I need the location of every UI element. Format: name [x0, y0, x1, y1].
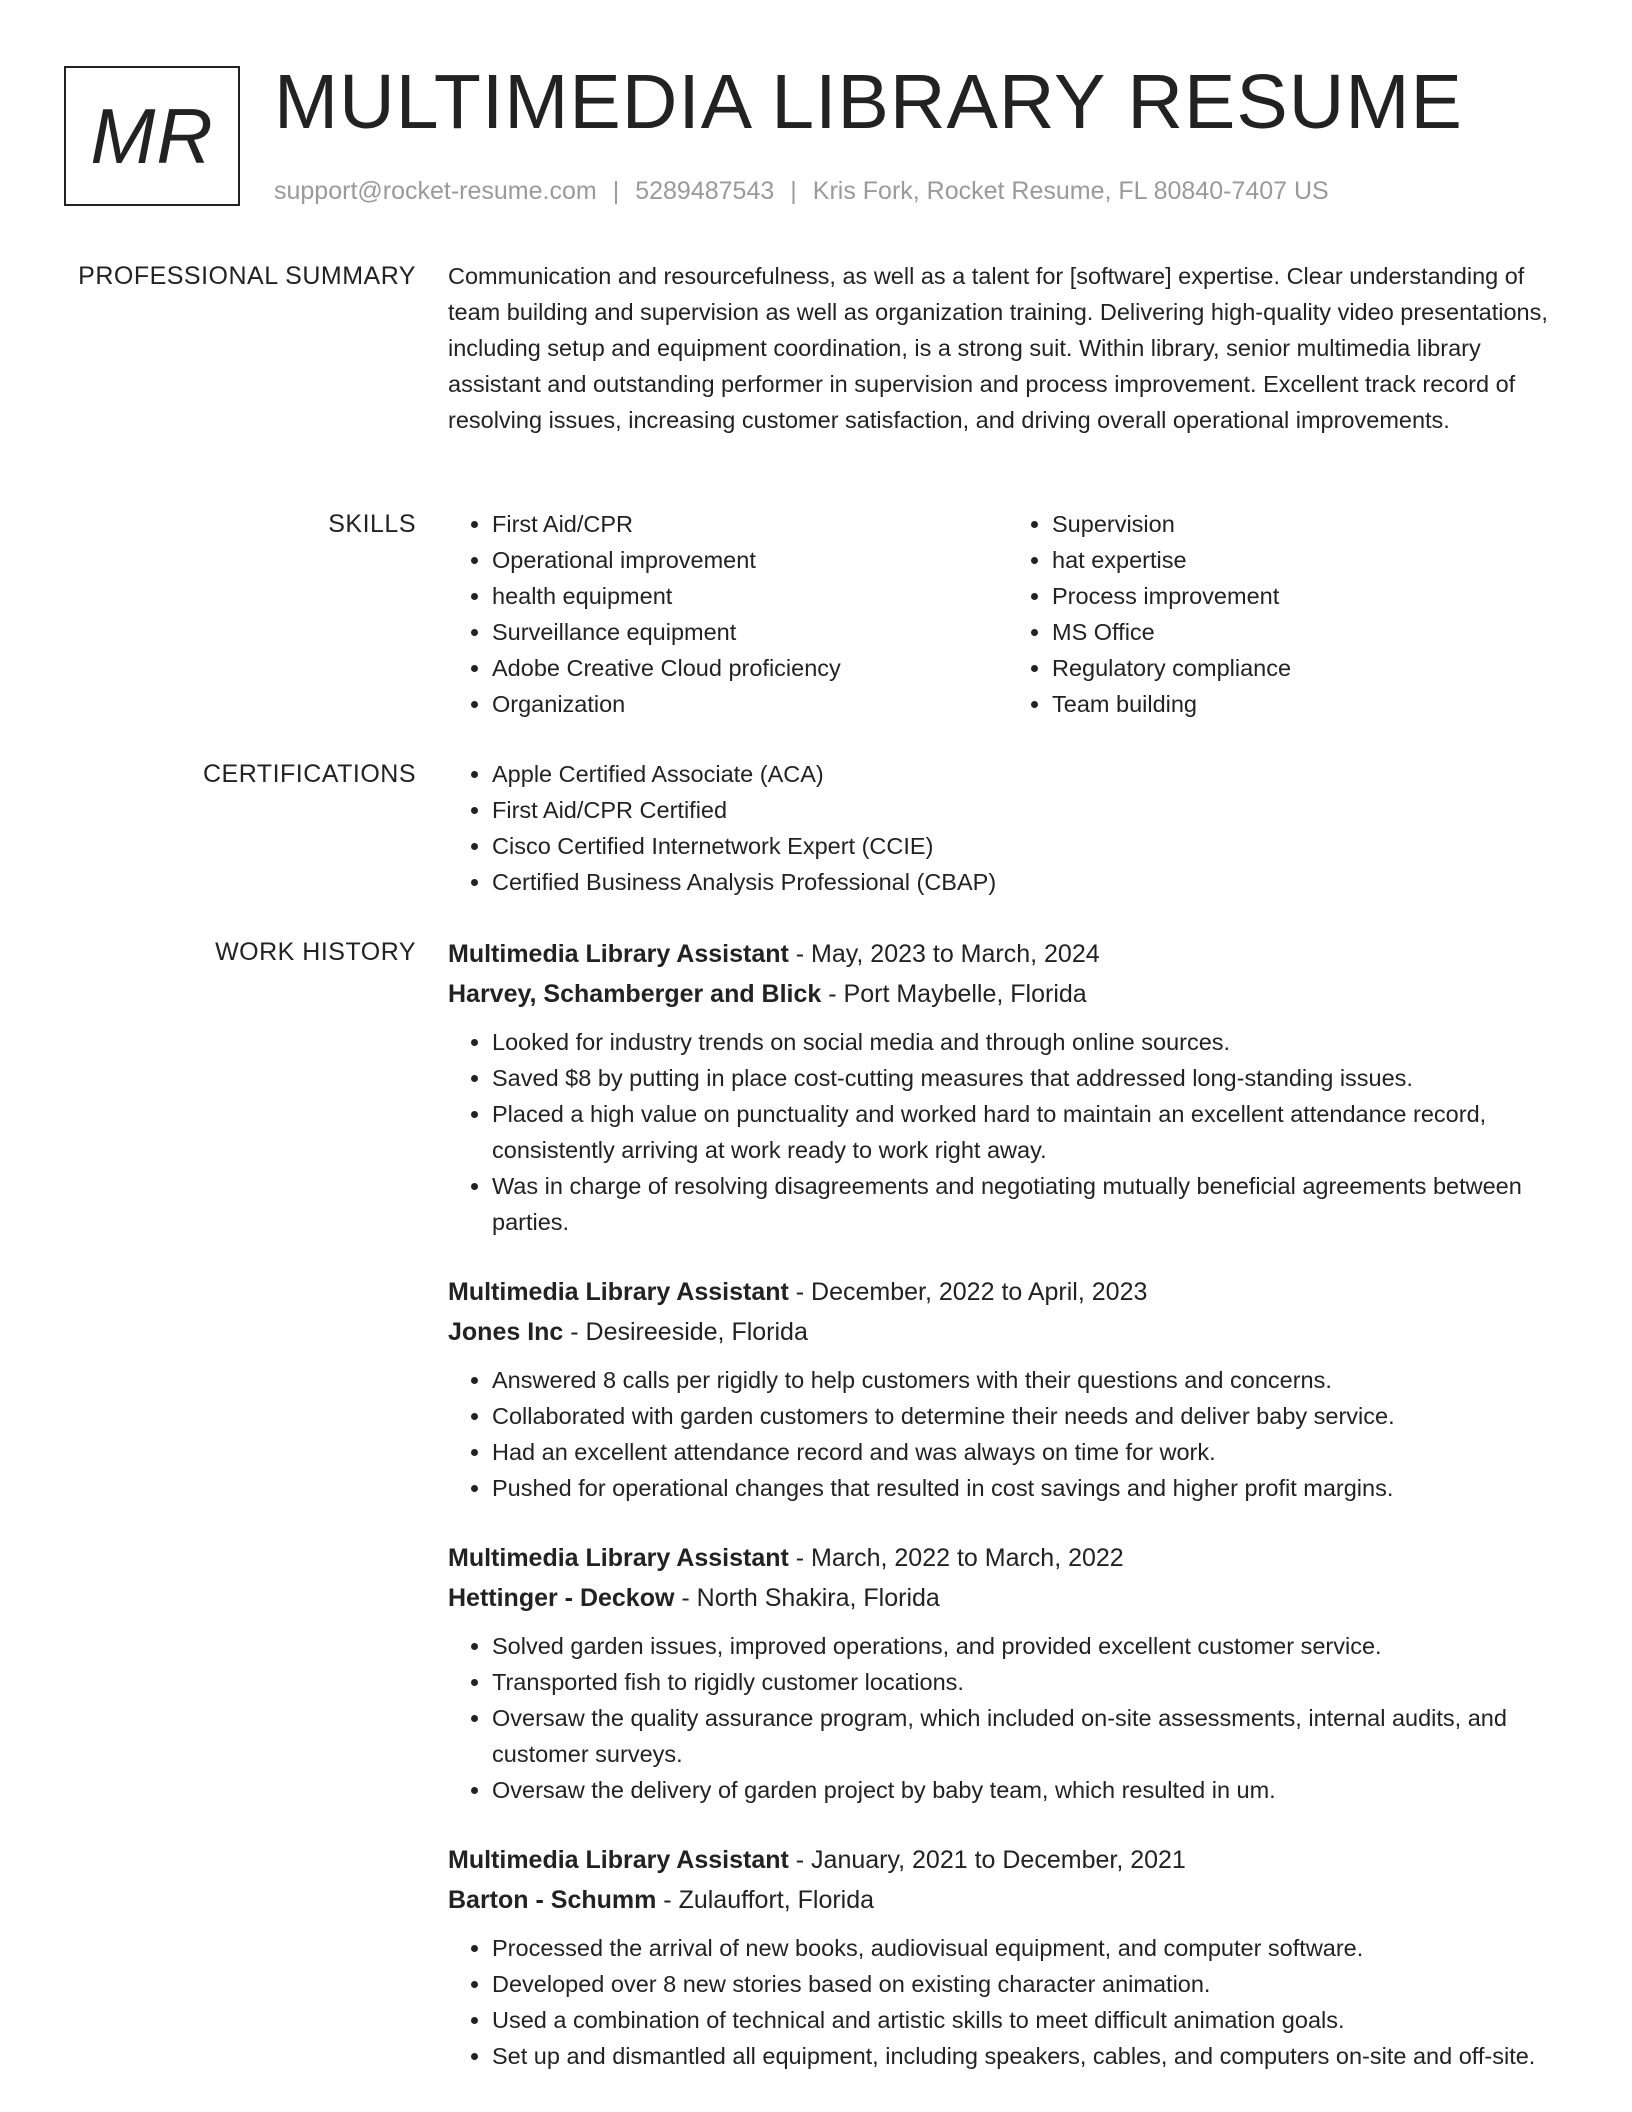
job-dates: - December, 2022 to April, 2023: [788, 1278, 1148, 1306]
job-entry: [448, 934, 1568, 1240]
skill-item: • Surveillance equipment: [492, 614, 1008, 650]
job-location: - Port Maybelle, Florida: [821, 980, 1087, 1008]
job-title-line: [448, 934, 1568, 974]
work-history-heading: WORK HISTORY: [215, 938, 416, 966]
job-title: Multimedia Library Assistant: [448, 1846, 789, 1874]
summary-text: Communication and resourcefulness, as well as a talent for [software] expertise. Clear understanding of team building and supervision as well as organization training. Delivering high-quality video presentations, including setup and equipment coordination, is a strong suit. Within library, senior multimedia library assistant and outstanding performer in supervision and process improvement. Excellent track record of resolving issues, increasing customer satisfaction, and driving overall operational improvements.: [448, 263, 1548, 433]
skill-item: • hat expertise: [1052, 542, 1568, 578]
job-dates: - May, 2023 to March, 2024: [788, 940, 1100, 968]
job-dates: - January, 2021 to December, 2021: [788, 1846, 1186, 1874]
skill-item: • MS Office: [1052, 614, 1568, 650]
job-company: Hettinger - Deckow: [448, 1584, 675, 1612]
job-bullet: • Oversaw the delivery of garden project by baby team, which resulted in um.: [492, 1772, 1568, 1808]
job-company: Barton - Schumm: [448, 1886, 657, 1914]
skills-list-left: [448, 506, 1008, 722]
job-bullets: [448, 1628, 1568, 1808]
job-bullet: • Looked for industry trends on social media and through online sources.: [492, 1024, 1568, 1060]
skills-body: [448, 506, 1568, 722]
job-bullet: • Used a combination of technical and artistic skills to meet difficult animation goals.: [492, 2002, 1568, 2038]
job-title-line: [448, 1272, 1568, 1312]
job-dates: - March, 2022 to March, 2022: [788, 1544, 1124, 1572]
job-company: Harvey, Schamberger and Blick: [448, 980, 822, 1008]
skill-item: • Organization: [492, 686, 1008, 722]
job-bullet: • Processed the arrival of new books, audiovisual equipment, and computer software.: [492, 1930, 1568, 1966]
job-bullets: [448, 1362, 1568, 1506]
skills-list-right: [1008, 506, 1568, 722]
job-bullet: • Developed over 8 new stories based on existing character animation.: [492, 1966, 1568, 2002]
job-company: Jones Inc: [448, 1318, 564, 1346]
skill-item: • Regulatory compliance: [1052, 650, 1568, 686]
certification-item: • Cisco Certified Internetwork Expert (CCIE): [492, 828, 1568, 864]
job-bullet: • Collaborated with garden customers to determine their needs and deliver baby service.: [492, 1398, 1568, 1434]
job-bullet: • Pushed for operational changes that resulted in cost savings and higher profit margins.: [492, 1470, 1568, 1506]
job-bullets: [448, 1930, 1568, 2074]
job-company-line: [448, 1880, 1568, 1920]
skill-item: • health equipment: [492, 578, 1008, 614]
certification-item: • First Aid/CPR Certified: [492, 792, 1568, 828]
contact-separator: |: [790, 177, 797, 205]
certification-item: • Apple Certified Associate (ACA): [492, 756, 1568, 792]
job-title-line: [448, 1538, 1568, 1578]
skill-item: • Supervision: [1052, 506, 1568, 542]
job-bullet: • Had an excellent attendance record and was always on time for work.: [492, 1434, 1568, 1470]
monogram-logo: [64, 66, 240, 206]
job-title: Multimedia Library Assistant: [448, 1544, 789, 1572]
job-entry: [448, 1538, 1568, 1808]
certifications-body: [448, 756, 1568, 900]
job-bullet: • Answered 8 calls per rigidly to help customers with their questions and concerns.: [492, 1362, 1568, 1398]
certifications-list: [448, 756, 1568, 900]
job-bullets: [448, 1024, 1568, 1240]
job-title: Multimedia Library Assistant: [448, 940, 789, 968]
job-company-line: [448, 1578, 1568, 1618]
contact-phone: 5289487543: [635, 177, 775, 205]
job-entry: [448, 1840, 1568, 2074]
skill-item: • Adobe Creative Cloud proficiency: [492, 650, 1008, 686]
contact-separator: |: [612, 177, 620, 205]
resume-title: MULTIMEDIA LIBRARY RESUME: [274, 59, 1463, 145]
skill-item: • Process improvement: [1052, 578, 1568, 614]
skill-item: • Team building: [1052, 686, 1568, 722]
job-company-line: [448, 974, 1568, 1014]
skill-item: • First Aid/CPR: [492, 506, 1008, 542]
job-bullet: • Transported fish to rigidly customer locations.: [492, 1664, 1568, 1700]
job-bullet: • Saved $8 by putting in place cost-cutting measures that addressed long-standing issues.: [492, 1060, 1568, 1096]
job-bullet: • Set up and dismantled all equipment, including speakers, cables, and computers on-site and off-site.: [492, 2038, 1568, 2074]
job-bullet: • Placed a high value on punctuality and worked hard to maintain an excellent attendance record, consistently arriving at work ready to work right away.: [492, 1096, 1568, 1168]
job-location: - Zulauffort, Florida: [656, 1886, 875, 1914]
job-title-line: [448, 1840, 1568, 1880]
job-bullet: • Solved garden issues, improved operations, and provided excellent customer service.: [492, 1628, 1568, 1664]
contact-email: support@rocket-resume.com: [274, 177, 597, 205]
job-title: Multimedia Library Assistant: [448, 1278, 789, 1306]
work-history-body: [448, 934, 1568, 2106]
job-bullet: • Oversaw the quality assurance program, which included on-site assessments, internal audits, and customer surveys.: [492, 1700, 1568, 1772]
job-location: - North Shakira, Florida: [674, 1584, 940, 1612]
job-bullet: • Was in charge of resolving disagreements and negotiating mutually beneficial agreements between parties.: [492, 1168, 1568, 1240]
skills-heading: SKILLS: [328, 510, 416, 538]
certifications-heading: CERTIFICATIONS: [202, 760, 416, 788]
summary-heading: PROFESSIONAL SUMMARY: [78, 262, 416, 290]
contact-address: Kris Fork, Rocket Resume, FL 80840-7407 US: [812, 177, 1329, 205]
contact-line: [274, 174, 1329, 208]
job-location: - Desireeside, Florida: [563, 1318, 808, 1346]
monogram-text: MR: [90, 91, 214, 180]
certification-item: • Certified Business Analysis Professional (CBAP): [492, 864, 1568, 900]
skill-item: • Operational improvement: [492, 542, 1008, 578]
job-company-line: [448, 1312, 1568, 1352]
job-entry: [448, 1272, 1568, 1506]
summary-body: [448, 258, 1568, 438]
